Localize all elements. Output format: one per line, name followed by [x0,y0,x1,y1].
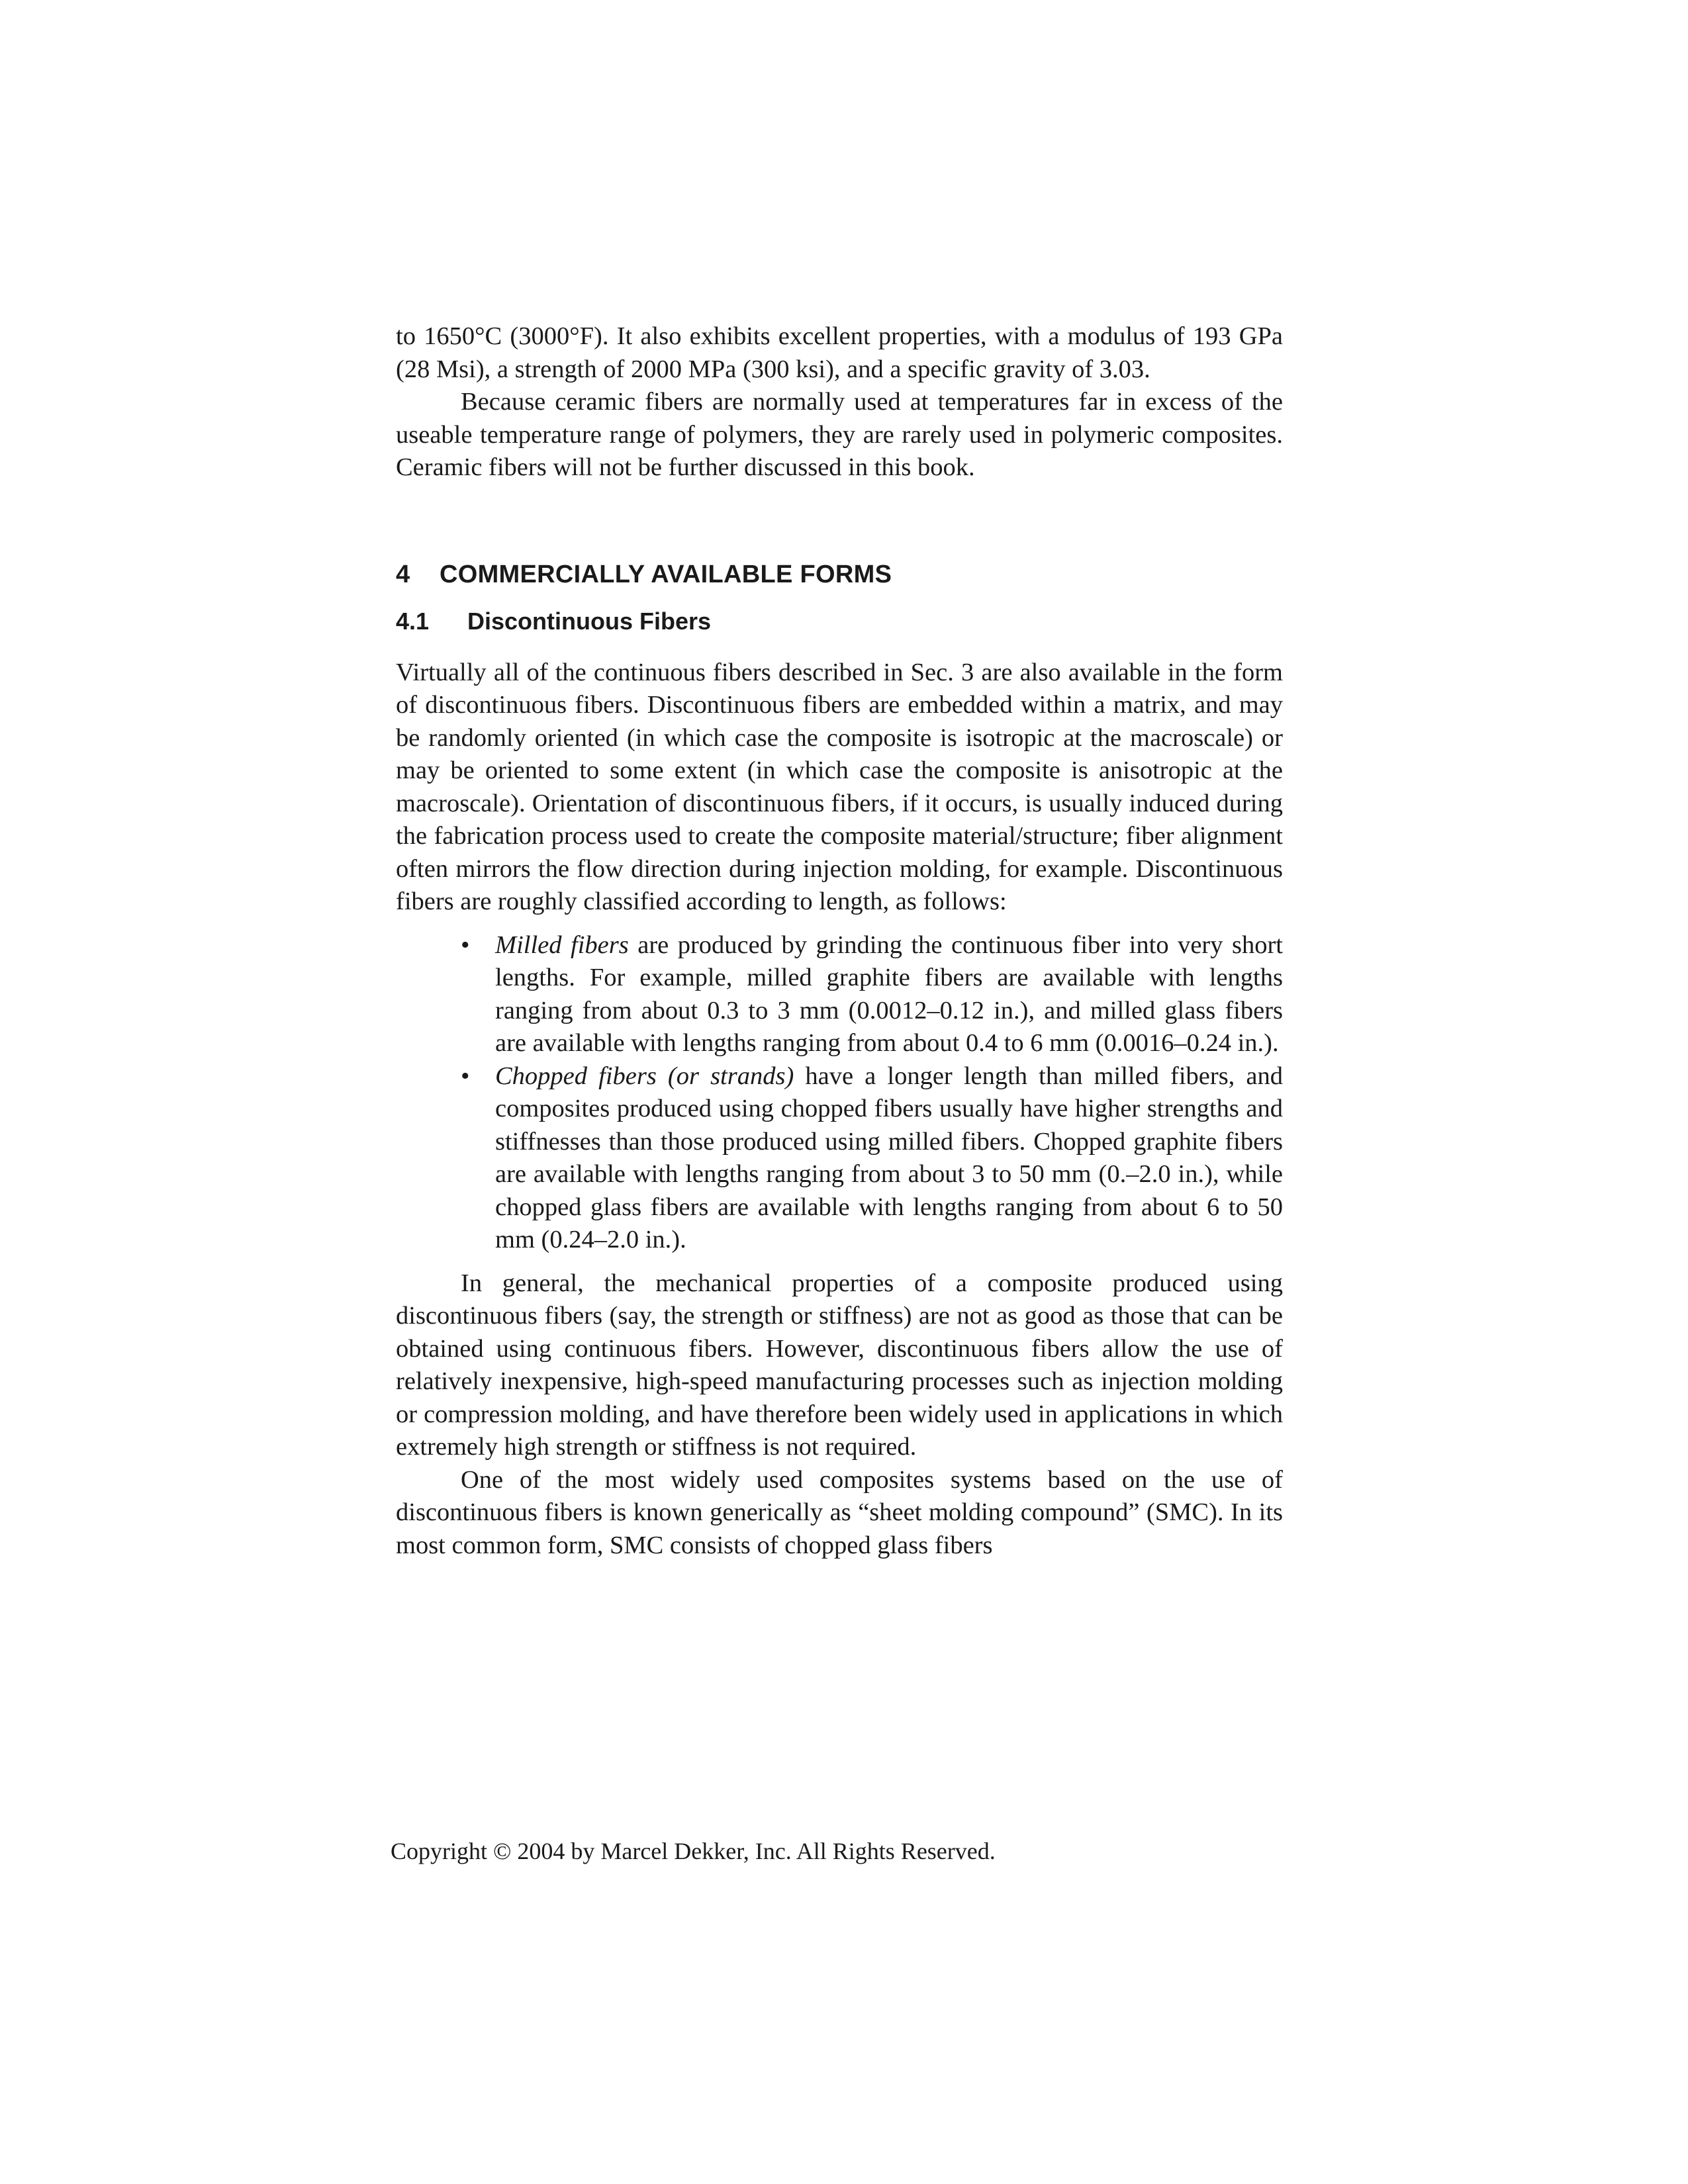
list-item-milled-fibers [461,929,1284,1060]
intro-paragraph-1: to 1650°C (3000°F). It also exhibits excellent properties, with a modulus of 193 GPa (28 Msi), a strength of 2000 MPa (300 ksi), and a specific gravity of 3.03. [396,322,1283,383]
subsection-heading [396,606,1283,637]
body-paragraph-2: In general, the mechanical properties of a composite produced using discontinuous fibers (say, the strength or stiffness) are not as good as those that can be obtained using continuous fibers. However, discontinuous fibers allow the use of relatively inexpensive, high-speed manufacturing processes such as injection molding or compression molding, and have therefore been widely used in applications in which extremely high strength or stiffness is not required. [396,1269,1283,1461]
section-title: COMMERCIALLY AVAILABLE FORMS [440,560,892,588]
list-item-term: Milled fibers [495,931,629,959]
subsection-title: Discontinuous Fibers [467,607,712,635]
body-paragraph-1: Virtually all of the continuous fibers described in Sec. 3 are also available in the form of discontinuous fibers. Discontinuous fibers are embedded within a matrix, and may be randomly oriented (in which case the composite is isotropic at the macroscale) or may be oriented to some extent (in which case the composite is anisotropic at the macroscale). Orientation of discontinuous fibers, if it occurs, is usually induced during the fabrication process used to create the composite material/structure; fiber alignment often mirrors the flow direction during injection molding, for example. Discontinuous fibers are roughly classified according to length, as follows: [396,658,1283,915]
bullet-icon: • [461,1062,470,1090]
list-item-chopped-fibers [461,1060,1283,1257]
fiber-length-list [396,929,1283,1257]
section-heading [396,559,1283,590]
copyright-footer: Copyright © 2004 by Marcel Dekker, Inc. All Rights Reserved. [391,1838,996,1864]
section-number: 4 [396,560,410,588]
body-paragraph-3: One of the most widely used composites systems based on the use of discontinuous fibers is known generically as “sheet molding compound” (SMC). In its most common form, SMC consists of chopped glass fibers [396,1465,1283,1559]
intro-paragraph-2: Because ceramic fibers are normally used at temperatures far in excess of the useable temperature range of polymers, they are rarely used in polymeric composites. Ceramic fibers will not be further discussed in this book. [396,388,1283,481]
subsection-number: 4.1 [396,607,430,635]
list-item-term: Chopped fibers (or strands) [495,1062,794,1090]
bullet-icon: • [461,931,470,959]
page-body [396,320,1283,1562]
list-item-text: have a longer length than milled fibers, and composites produced using chopped fibers usually have higher strengths and stiffnesses than those produced using milled fibers. Chopped graphite fibers are available with lengths ranging from about 3 to 50 mm (0.–2.0 in.), while chopped glass fibers are available with lengths ranging from about 6 to 50 mm (0.24–2.0 in.). [495,1062,1283,1253]
list-item-text: are produced by grinding the continuous fiber into very short lengths. For example, milled graphite fibers are available with lengths ranging from about 0.3 to 3 mm (0.0012–0.12 in.), and milled glass fibers are available with lengths ranging from about 0.4 to 6 mm (0.0016–0.24 in.). [495,931,1284,1057]
